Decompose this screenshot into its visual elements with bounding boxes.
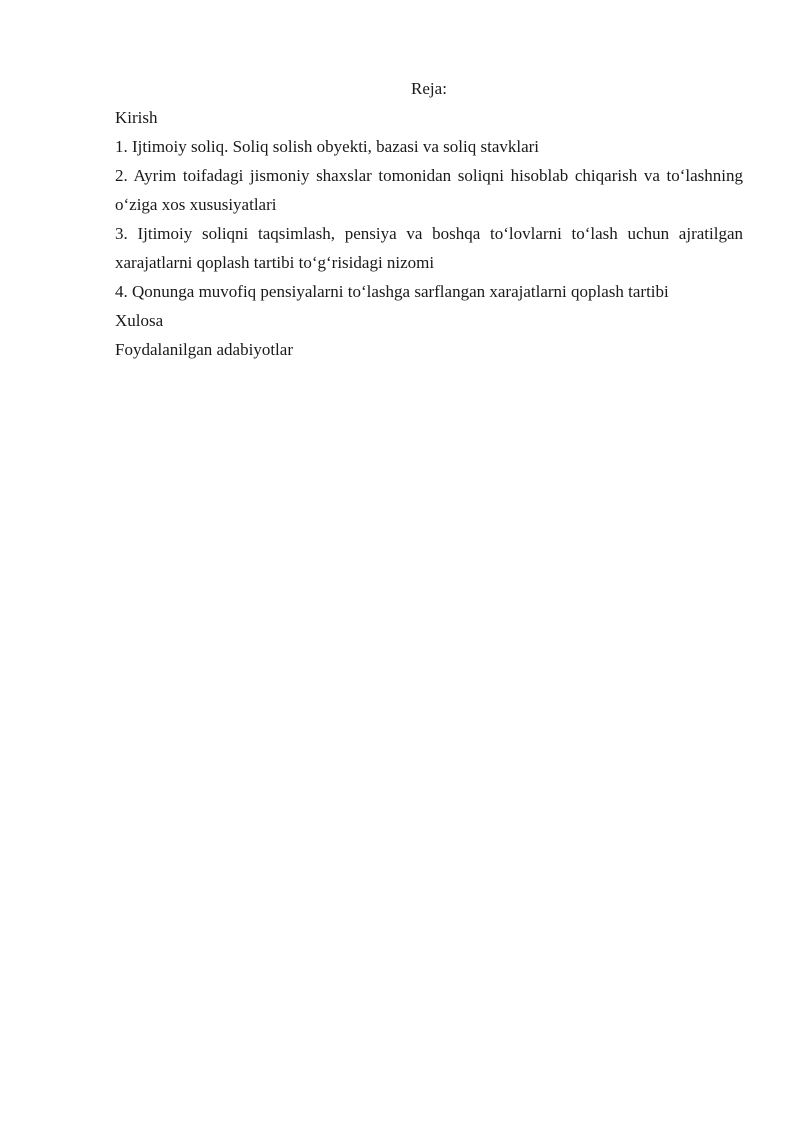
plan-item-1: 1. Ijtimoiy soliq. Soliq solish obyekti, bazasi va soliq stavklari <box>115 137 540 156</box>
plan-item-introduction: Kirish <box>115 108 158 127</box>
plan-item-3: 3. Ijtimoiy soliqni taqsimlash, pensiya va boshqa to‘lovlarni to‘lash uchun ajratilgan xarajatlarni qoplash tartibi to‘g‘risidagi nizomi <box>115 224 743 272</box>
plan-item-references: Foydalanilgan adabiyotlar <box>115 340 293 359</box>
plan-item-4: 4. Qonunga muvofiq pensiyalarni to‘lashga sarflangan xarajatlarni qoplash tartibi <box>115 282 669 301</box>
plan-item-2: 2. Ayrim toifadagi jismoniy shaxslar tomonidan soliqni hisoblab chiqarish va to‘lashning o‘ziga xos xususiyatlari <box>115 166 743 214</box>
page-title: Reja: <box>411 79 447 98</box>
plan-item-conclusion: Xulosa <box>115 311 164 330</box>
document-content <box>115 74 743 364</box>
